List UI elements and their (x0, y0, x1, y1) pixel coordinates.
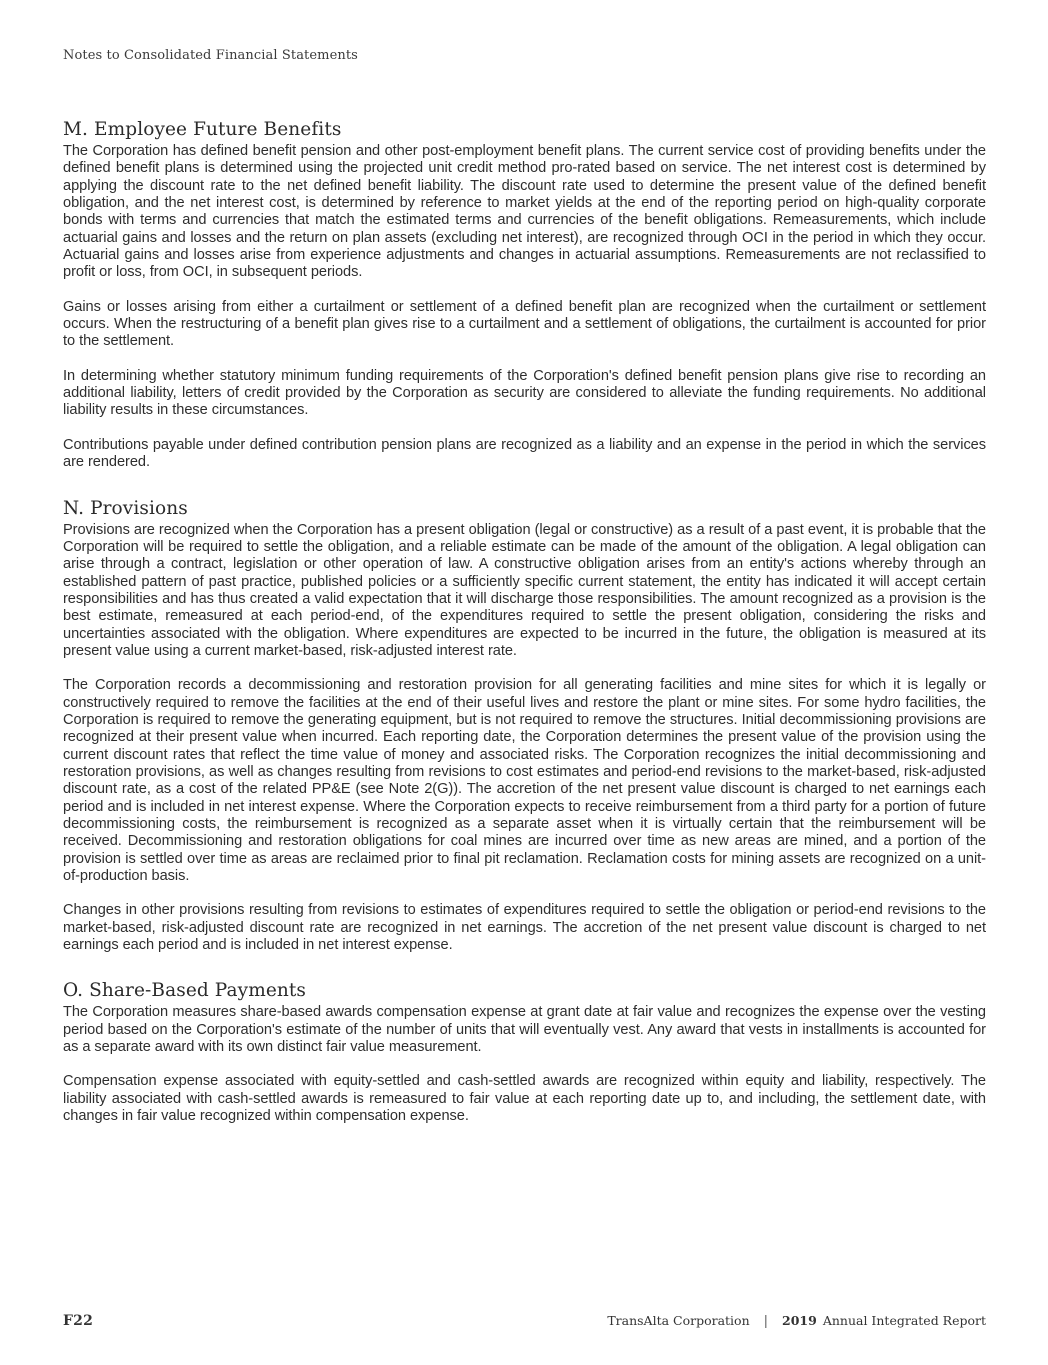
section-share-based-payments (63, 980, 986, 1125)
paragraph: Changes in other provisions resulting from revisions to estimates of expenditures required to settle the obligation or period-end revisions to the market-based, risk-adjusted discount rate are recognized in net earnings. The accretion of the net present value discount is charged to net earnings each period and is included in net interest expense. (63, 902, 986, 954)
paragraph: Gains or losses arising from either a curtailment or settlement of a defined benefit plan are recognized when the curtailment or settlement occurs. When the restructuring of a benefit plan gives rise to a curtailment and a settlement of obligations, the curtailment is accounted for prior to the settlement. (63, 298, 986, 350)
document-content (63, 119, 986, 1125)
page-footer (63, 1313, 986, 1329)
footer-year: 2019 (782, 1313, 817, 1328)
paragraph: In determining whether statutory minimum funding requirements of the Corporation's defined benefit pension plans give rise to recording an additional liability, letters of credit provided by the Corporation as security are considered to alleviate the funding requirements. No additional liability results in these circumstances. (63, 367, 986, 419)
paragraph: The Corporation has defined benefit pension and other post-employment benefit plans. The current service cost of providing benefits under the defined benefit plans is determined using the projected unit credit method pro-rated based on service. The net interest cost is determined by applying the discount rate to the net defined benefit liability. The discount rate used to determine the present value of the defined benefit obligation, and the net interest cost, is determined by reference to market yields at the end of the reporting period on high-quality corporate bonds with terms and currencies that match the estimated terms and currencies of the benefit obligations. Remeasurements, which include actuarial gains and losses and the return on plan assets (excluding net interest), are recognized through OCI in the period in which they occur. Actuarial gains and losses arise from experience adjustments and changes in actuarial assumptions. Remeasurements are not reclassified to profit or loss, from OCI, in subsequent periods. (63, 143, 986, 281)
footer-company: TransAlta Corporation (607, 1313, 750, 1328)
section-heading-o: O. Share-Based Payments (63, 980, 307, 1002)
footer-report-name: Annual Integrated Report (822, 1313, 986, 1328)
section-heading-m: M. Employee Future Benefits (63, 119, 342, 140)
section-provisions (63, 498, 986, 955)
running-header: Notes to Consolidated Financial Statements (63, 48, 358, 63)
paragraph: Provisions are recognized when the Corporation has a present obligation (legal or constructive) as a result of a past event, it is probable that the Corporation will be required to settle the obligation, and a reliable estimate can be made of the amount of the obligation. A legal obligation can arise through a contract, legislation or other operation of law. A constructive obligation arises from an entity's actions whereby through an established pattern of past practice, published policies or a sufficiently specific current statement, the entity has indicated it will accept certain responsibilities and has thus created a valid expectation that it will discharge those responsibilities. The amount recognized as a provision is the best estimate, remeasured at each period-end, of the expenditures required to settle the present obligation, considering the risks and uncertainties associated with the obligation. Where expenditures are expected to be incurred in the future, the obligation is measured at its present value using a current market-based, risk-adjusted interest rate. (63, 521, 986, 659)
paragraph: Contributions payable under defined contribution pension plans are recognized as a liability and an expense in the period in which the services are rendered. (63, 436, 986, 471)
footer-report-info (607, 1313, 986, 1329)
section-heading-n: N. Provisions (63, 497, 188, 519)
page-number: F22 (63, 1313, 94, 1329)
footer-separator: | (763, 1314, 769, 1329)
section-employee-future-benefits (63, 119, 986, 472)
paragraph: The Corporation records a decommissioning and restoration provision for all generating facilities and mine sites for which it is legally or constructively required to remove the facilities at the end of their useful lives and restore the plant or mine sites. For some hydro facilities, the Corporation is required to remove the generating equipment, but is not required to remove the structures. Initial decommissioning provisions are recognized at their present value when incurred. Each reporting date, the Corporation determines the present value of the provision using the current discount rates that reflect the time value of money and associated risks. The Corporation recognizes the initial decommissioning and restoration provisions, as well as changes resulting from revisions to cost estimates and period-end revisions to the market-based, risk-adjusted discount rate, as a cost of the related PP&E (see Note 2(G)). The accretion of the net present value discount is charged to net earnings each period and is included in net interest expense. Where the Corporation expects to receive reimbursement from a third party for a portion of future decommissioning costs, the reimbursement is recognized as a separate asset when it is virtually certain that the reimbursement will be received. Decommissioning and restoration obligations for coal mines are incurred over time as new areas are mined, and a portion of the provision is settled over time as areas are reclaimed prior to final pit reclamation. Reclamation costs for mining assets are recognized on a unit-of-production basis. (63, 677, 986, 885)
paragraph: Compensation expense associated with equity-settled and cash-settled awards are recognized within equity and liability, respectively. The liability associated with cash-settled awards is remeasured to fair value at each reporting date up to, and including, the settlement date, with changes in fair value recognized within compensation expense. (63, 1073, 986, 1125)
paragraph: The Corporation measures share-based awards compensation expense at grant date at fair value and recognizes the expense over the vesting period based on the Corporation's estimate of the number of units that will eventually vest. Any award that vests in installments is accounted for as a separate award with its own distinct fair value measurement. (63, 1004, 986, 1056)
